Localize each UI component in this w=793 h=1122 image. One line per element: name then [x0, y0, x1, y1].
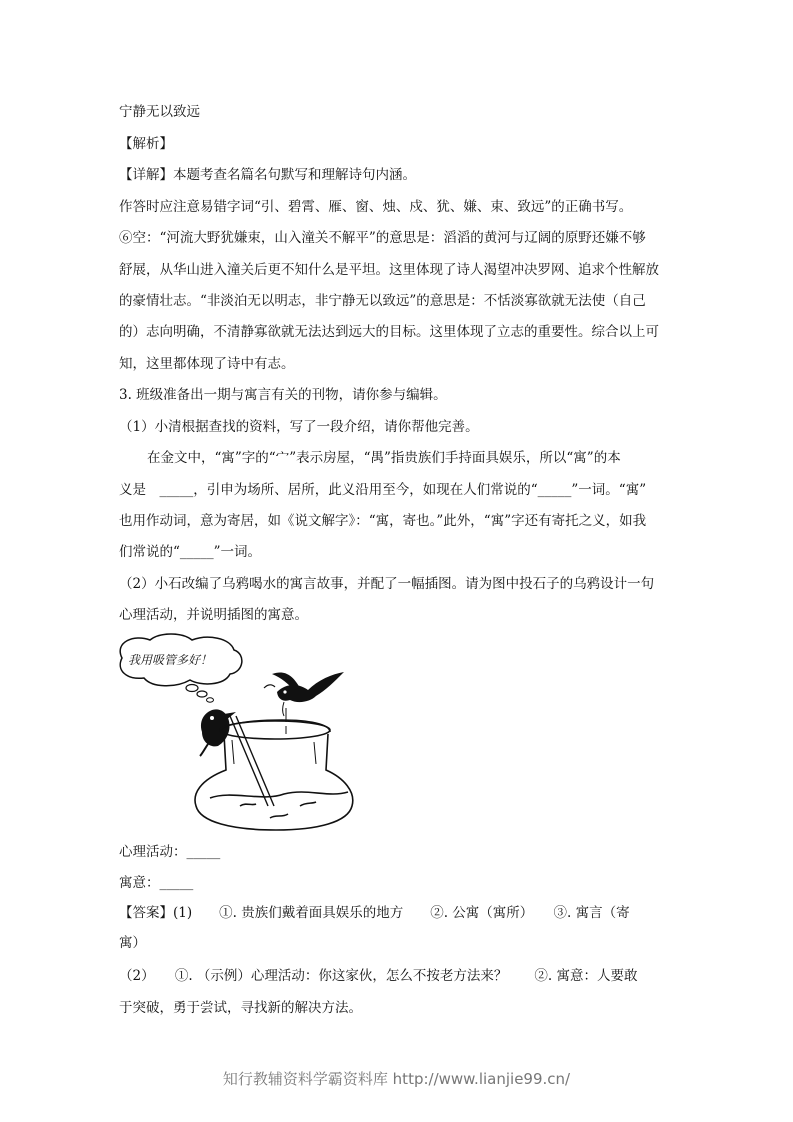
crow-illustration: [112, 630, 372, 835]
line-23: 于突破，勇于尝试，寻找新的解决方法。: [119, 1000, 362, 1016]
line-7: 的豪情壮志。“非淡泊无以明志，非宁静无以致远”的意思是：不恬淡寡欲就无法使（自己: [119, 293, 646, 309]
line-10: 3. 班级准备出一期与寓言有关的刊物，请你参与编辑。: [119, 387, 447, 403]
straw-icon: [230, 716, 274, 806]
line-22: （2） ①. （示例）心理活动：你这家伙，怎么不按老方法来？ ②. 寓意：人要敢: [119, 968, 638, 984]
line-14: 也用作动词，意为寄居，如《说文解字》：“寓，寄也。”此外，“寓”字还有寄托之义，如我: [119, 513, 647, 529]
line-19: 寓意：_____: [119, 875, 194, 891]
line-5: ⑥空：“河流大野犹嫌束，山入潼关不解平”的意思是：滔滔的黄河与辽阔的原野还嫌不够: [119, 230, 646, 246]
line-9: 知，这里都体现了诗中有志。: [119, 356, 295, 372]
line-3: 【详解】本题考查名篇名句默写和理解诗句内涵。: [119, 167, 416, 183]
line-13: 义是 _____，引申为场所、居所，此义沿用至今，如现在人们常说的“_____”一词。“寓”: [119, 482, 647, 498]
line-8: 的）志向明确，不清静寡欲就无法达到远大的目标。这里体现了立志的重要性。综合以上可: [119, 324, 659, 340]
line-20: 【答案】(1) ①. 贵族们戴着面具娱乐的地方 ②. 公寓（寓所） ③. 寓言（寄: [119, 905, 630, 921]
line-12: 在金文中，“寓”字的“宀”表示房屋，“禺”指贵族们手持面具娱乐，所以“寓”的本: [147, 450, 621, 466]
line-11: （1）小清根据查找的资料，写了一段介绍，请你帮他完善。: [119, 419, 479, 435]
line-1: 宁静无以致远: [119, 104, 200, 120]
line-18: 心理活动：_____: [119, 844, 221, 860]
line-17: 心理活动，并说明插图的寓意。: [119, 607, 308, 623]
page-footer: 知行教辅资料学霸资料库 http://www.lianjie99.cn/: [222, 1070, 571, 1088]
bubble-text: 我用吸管多好！: [128, 653, 213, 667]
line-15: 们常说的“_____”一词。: [119, 544, 262, 560]
flying-crow-icon: [264, 672, 344, 716]
line-21: 寓）: [119, 935, 146, 951]
line-4: 作答时应注意易错字词“引、碧霄、雁、窗、烛、戍、犹、嫌、束、致远”的正确书写。: [119, 199, 633, 215]
line-2: 【解析】: [119, 136, 173, 152]
line-16: （2）小石改编了乌鸦喝水的寓言故事，并配了一幅插图。请为图中投石子的乌鸦设计一句: [119, 576, 655, 592]
line-6: 舒展，从华山进入潼关后更不知什么是平坦。这里体现了诗人渴望冲决罗网、追求个性解放: [119, 262, 659, 278]
